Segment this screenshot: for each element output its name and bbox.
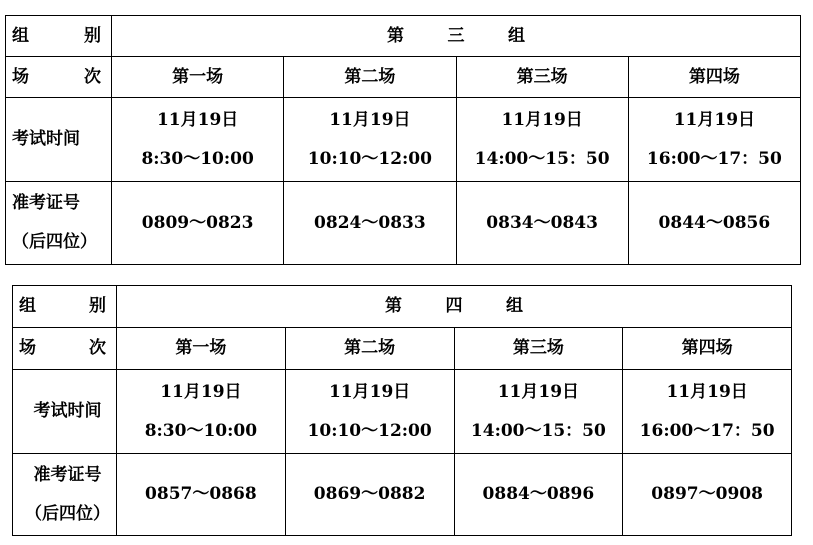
exam-date: 11月19日	[673, 109, 756, 130]
group-row	[13, 286, 792, 328]
ticket-id-row	[13, 454, 792, 536]
session-cell: 第一场	[112, 57, 284, 98]
exam-date: 11月19日	[329, 109, 411, 130]
ticket-id-label-line: （后四位）	[12, 232, 97, 252]
session-label-char: 场	[19, 338, 36, 358]
ticket-id-range: 0897～0908	[623, 454, 792, 536]
exam-time-cell	[454, 370, 623, 454]
group-label-char: 组	[12, 25, 29, 46]
ticket-id-range: 0857～0868	[117, 454, 286, 536]
ticket-id-range: 0809～0823	[112, 182, 284, 265]
group-label-cell	[13, 286, 117, 328]
session-label-char: 场	[12, 66, 29, 87]
group-name-char: 组	[506, 296, 523, 316]
session-cell: 第二场	[285, 328, 454, 370]
session-cell: 第四场	[628, 57, 800, 98]
exam-date: 11月19日	[497, 381, 580, 402]
exam-date: 11月19日	[666, 381, 748, 402]
exam-time-cell	[112, 98, 284, 182]
exam-time: 10:10～12:00	[307, 420, 432, 441]
group-label-char: 组	[19, 296, 36, 316]
group-name-char: 第	[385, 296, 402, 316]
group-label-char: 别	[89, 296, 106, 316]
exam-time-label: 考试时间	[13, 370, 117, 454]
session-cell: 第三场	[454, 328, 623, 370]
ticket-id-range: 0834～0843	[456, 182, 628, 265]
exam-time-cell	[117, 370, 286, 454]
exam-time: 10:10～12:00	[307, 148, 432, 169]
session-row	[6, 57, 801, 98]
group-label-char: 别	[84, 25, 101, 46]
ticket-id-range: 0869～0882	[285, 454, 454, 536]
group-4-schedule-table	[12, 285, 792, 536]
group-3-schedule-table	[5, 15, 801, 265]
group-name-char: 四	[445, 296, 463, 316]
session-row	[13, 328, 792, 370]
group-name-char: 组	[508, 25, 525, 46]
session-label-char: 次	[89, 338, 106, 358]
session-cell: 第三场	[456, 57, 628, 98]
exam-date: 11月19日	[160, 381, 242, 402]
exam-time-cell	[284, 98, 456, 182]
exam-time-row	[13, 370, 792, 454]
session-label-char: 次	[84, 66, 101, 87]
ticket-id-label-line: 准考证号	[33, 464, 102, 485]
exam-date: 11月19日	[328, 381, 411, 402]
exam-time: 8:30～10:00	[144, 420, 258, 441]
group-row	[6, 16, 801, 57]
session-cell: 第一场	[117, 328, 286, 370]
exam-time: 16:00～17：50	[639, 420, 775, 441]
group-label-cell	[6, 16, 112, 57]
ticket-id-range: 0884～0896	[454, 454, 623, 536]
exam-time-cell	[285, 370, 454, 454]
ticket-id-range: 0824～0833	[284, 182, 456, 265]
ticket-id-label	[13, 454, 117, 536]
exam-time: 16:00～17：50	[646, 148, 782, 169]
group-name-cell	[117, 286, 792, 328]
exam-time-cell	[628, 98, 800, 182]
session-cell: 第二场	[284, 57, 456, 98]
exam-time-cell	[456, 98, 628, 182]
session-label-cell	[13, 328, 117, 370]
exam-time: 14:00～15：50	[474, 148, 610, 169]
exam-time-row	[6, 98, 801, 182]
session-label-cell	[6, 57, 112, 98]
session-cell: 第四场	[623, 328, 792, 370]
exam-time: 14:00～15：50	[470, 420, 606, 441]
ticket-id-row	[6, 182, 801, 265]
ticket-id-range: 0844～0856	[628, 182, 800, 265]
exam-date: 11月19日	[501, 109, 583, 130]
exam-time-label: 考试时间	[6, 98, 112, 182]
ticket-id-label	[6, 182, 112, 265]
ticket-id-label-line: 准考证号	[12, 193, 80, 213]
exam-time-cell	[623, 370, 792, 454]
group-name-cell	[112, 16, 801, 57]
group-name-char: 三	[447, 25, 465, 46]
exam-date: 11月19日	[156, 109, 239, 130]
group-name-char: 第	[387, 25, 404, 46]
exam-time: 8:30～10:00	[141, 148, 254, 169]
ticket-id-label-line: （后四位）	[25, 503, 110, 524]
